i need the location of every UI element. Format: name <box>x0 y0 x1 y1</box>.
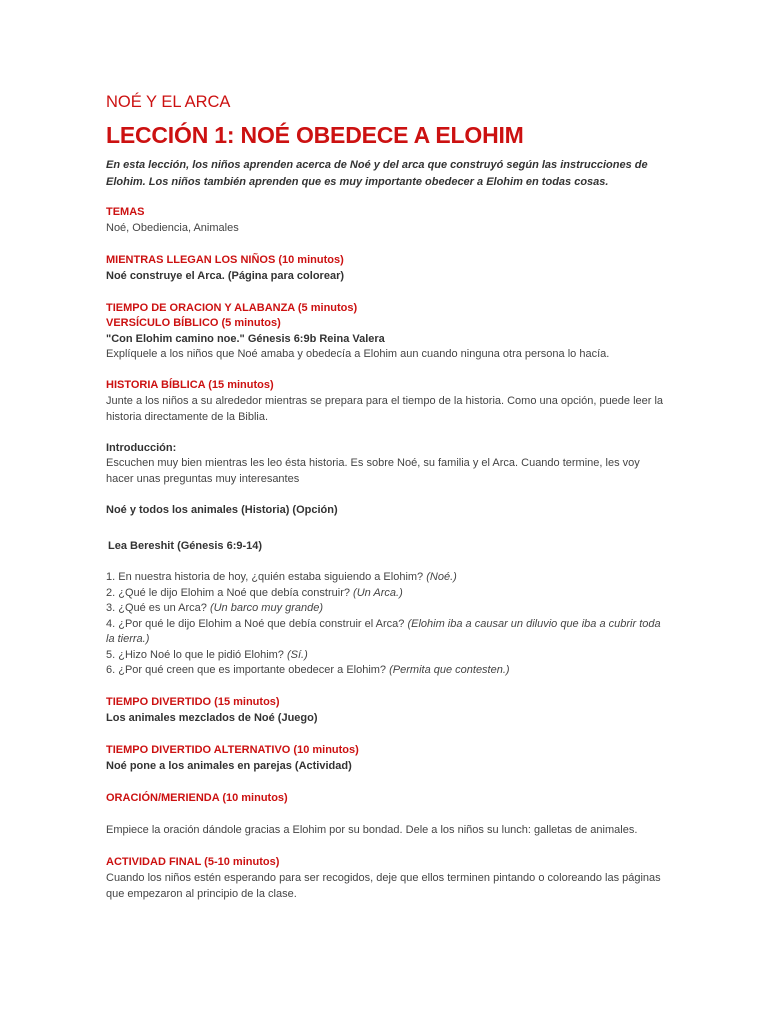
fun-heading: TIEMPO DIVERTIDO (15 minutos) <box>106 696 280 708</box>
list-item: 6. ¿Por qué creen que es importante obedecer a Elohim? (Permita que contesten.) <box>106 664 510 676</box>
story-reading: Lea Bereshit (Génesis 6:9-14) <box>108 540 263 552</box>
snack-text: Empiece la oración dándole gracias a Elohim por su bondad. Dele a los niños su lunch: galletas de animales. <box>106 824 638 836</box>
lesson-title: LECCIÓN 1: NOÉ OBEDECE A ELOHIM <box>106 122 524 148</box>
verse-heading: VERSÍCULO BÍBLICO (5 minutos) <box>106 317 281 329</box>
final-heading: ACTIVIDAD FINAL (5-10 minutos) <box>106 856 280 868</box>
series-title: NOÉ Y EL ARCA <box>106 93 231 111</box>
final-text: Cuando los niños estén esperando para ser recogidos, deje que ellos terminen pintando o coloreando las páginas que empezaron al principio de la clase. <box>106 872 661 900</box>
story-intro-label: Introducción: <box>106 442 177 454</box>
lesson-intro: En esta lección, los niños aprenden acerca de Noé y del arca que construyó según las instrucciones de Elohim. Los niños también aprenden que es muy importante obedecer a Elohim en todas cosas. <box>106 159 648 188</box>
story-intro-text: Escuchen muy bien mientras les leo ésta historia. Es sobre Noé, su familia y el Arca. Cuando termine, les voy hacer unas preguntas muy interesantes <box>106 457 640 485</box>
story-option: Noé y todos los animales (Historia) (Opción) <box>106 504 338 516</box>
prayer-heading: TIEMPO DE ORACION Y ALABANZA (5 minutos) <box>106 302 358 314</box>
story-heading: HISTORIA BÍBLICA (15 minutos) <box>106 379 274 391</box>
list-item: 2. ¿Qué le dijo Elohim a Noé que debía construir? (Un Arca.) <box>106 586 403 599</box>
verse-quote: "Con Elohim camino noe." Génesis 6:9b Reina Valera <box>106 333 385 345</box>
fun-alt-text: Noé pone a los animales en parejas (Actividad) <box>106 760 352 772</box>
fun-alt-heading: TIEMPO DIVERTIDO ALTERNATIVO (10 minutos) <box>106 744 359 756</box>
story-text: Junte a los niños a su alrededor mientras se prepara para el tiempo de la historia. Como una opción, puede leer la historia directamente de la Biblia. <box>106 395 664 423</box>
temas-heading: TEMAS <box>106 206 145 218</box>
arrival-heading: MIENTRAS LLEGAN LOS NIÑOS (10 minutos) <box>106 254 344 266</box>
verse-text: Explíquele a los niños que Noé amaba y obedecía a Elohim aun cuando ninguna otra persona lo hacía. <box>106 348 610 360</box>
snack-heading: ORACIÓN/MERIENDA (10 minutos) <box>106 792 288 804</box>
temas-text: Noé, Obediencia, Animales <box>106 222 239 234</box>
arrival-text: Noé construye el Arca. (Página para colorear) <box>106 270 345 282</box>
list-item: 5. ¿Hizo Noé lo que le pidió Elohim? (Sí.) <box>106 648 308 661</box>
list-item: 4. ¿Por qué le dijo Elohim a Noé que debía construir el Arca? (Elohim iba a causar un diluvio que iba a cubrir toda la tierra.) <box>106 617 661 645</box>
fun-text: Los animales mezclados de Noé (Juego) <box>106 712 318 724</box>
list-item: 3. ¿Qué es un Arca? (Un barco muy grande) <box>106 602 324 614</box>
list-item: 1. En nuestra historia de hoy, ¿quién estaba siguiendo a Elohim? (Noé.) <box>106 571 457 583</box>
questions-list <box>106 570 666 679</box>
